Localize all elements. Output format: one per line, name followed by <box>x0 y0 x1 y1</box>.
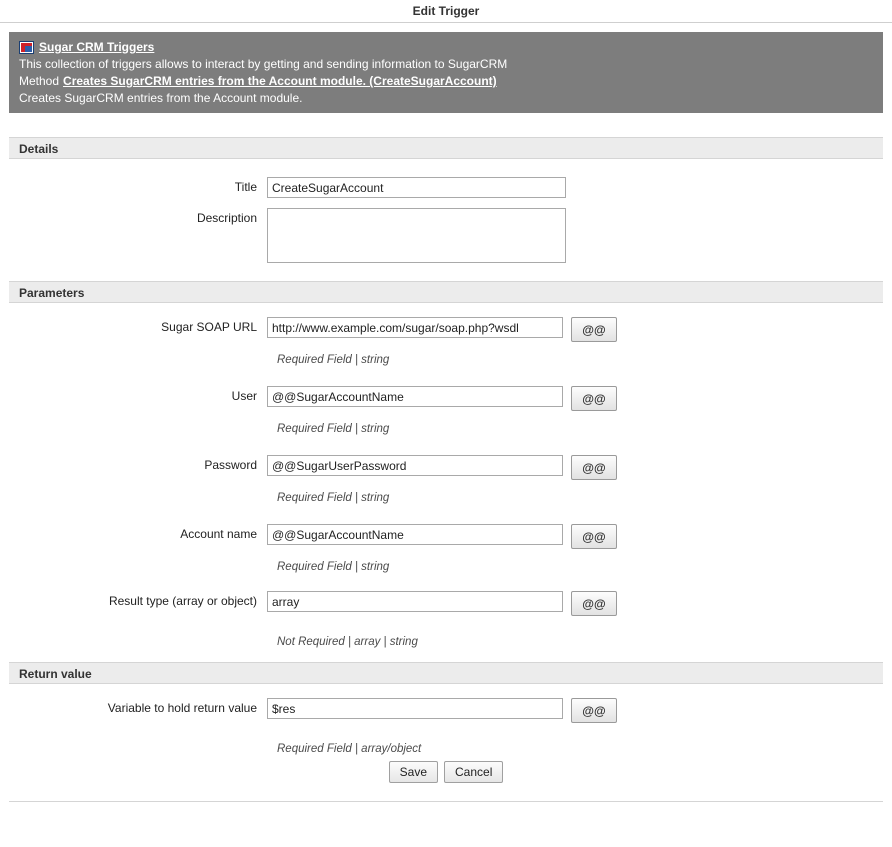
param-label: User <box>231 389 257 403</box>
param-label: Account name <box>180 527 257 541</box>
footer-divider <box>9 801 883 802</box>
row-param-sugar-soap-url <box>9 317 883 342</box>
section-details: Details <box>9 137 883 159</box>
row-param-account-name <box>9 524 883 549</box>
method-row <box>19 74 873 88</box>
sugar-crm-icon <box>19 41 34 54</box>
param-input-user[interactable] <box>267 386 563 407</box>
param-hint-result-type: Not Required | array | string <box>277 636 418 648</box>
description-textarea[interactable] <box>267 208 566 263</box>
return-variable-input[interactable] <box>267 698 563 719</box>
window-title: Edit Trigger <box>0 0 892 23</box>
insert-variable-button[interactable]: @@ <box>571 524 617 549</box>
row-param-user <box>9 386 883 411</box>
insert-variable-button[interactable]: @@ <box>571 317 617 342</box>
title-input[interactable] <box>267 177 566 198</box>
collection-row <box>19 40 873 54</box>
form-actions <box>9 761 883 783</box>
param-label: Password <box>204 458 257 472</box>
method-label: Method <box>19 74 60 88</box>
section-return-value: Return value <box>9 662 883 684</box>
param-hint-user: Required Field | string <box>277 423 390 435</box>
title-label: Title <box>234 180 257 194</box>
cancel-button[interactable]: Cancel <box>444 761 503 783</box>
method-link[interactable]: Creates SugarCRM entries from the Account module. (CreateSugarAccount) <box>63 74 497 88</box>
details-form <box>0 177 892 263</box>
param-label: Sugar SOAP URL <box>161 320 257 334</box>
row-description <box>9 208 883 263</box>
row-title <box>9 177 883 198</box>
param-input-sugar-soap-url[interactable] <box>267 317 563 338</box>
param-input-result-type[interactable] <box>267 591 563 612</box>
insert-variable-button[interactable]: @@ <box>571 455 617 480</box>
trigger-info-banner <box>9 32 883 113</box>
param-label: Result type (array or object) <box>108 594 257 608</box>
section-parameters: Parameters <box>9 281 883 303</box>
param-input-password[interactable] <box>267 455 563 476</box>
return-variable-label: Variable to hold return value <box>107 701 257 715</box>
param-hint-account-name: Required Field | string <box>277 561 390 573</box>
collection-link[interactable]: Sugar CRM Triggers <box>39 40 155 54</box>
row-param-password <box>9 455 883 480</box>
row-return-variable <box>9 698 883 723</box>
save-button[interactable]: Save <box>389 761 438 783</box>
return-variable-hint: Required Field | array/object <box>277 743 422 755</box>
collection-description: This collection of triggers allows to interact by getting and sending information to SugarCRM <box>19 57 508 71</box>
param-hint-sugar-soap-url: Required Field | string <box>277 354 390 366</box>
insert-variable-button[interactable]: @@ <box>571 386 617 411</box>
insert-variable-button[interactable]: @@ <box>571 591 617 616</box>
description-label: Description <box>196 211 257 225</box>
param-hint-password: Required Field | string <box>277 492 390 504</box>
return-value-form <box>0 698 892 783</box>
parameters-form <box>0 317 892 648</box>
param-input-account-name[interactable] <box>267 524 563 545</box>
method-description: Creates SugarCRM entries from the Account module. <box>19 91 303 105</box>
row-param-result-type <box>9 591 883 616</box>
insert-variable-button[interactable]: @@ <box>571 698 617 723</box>
